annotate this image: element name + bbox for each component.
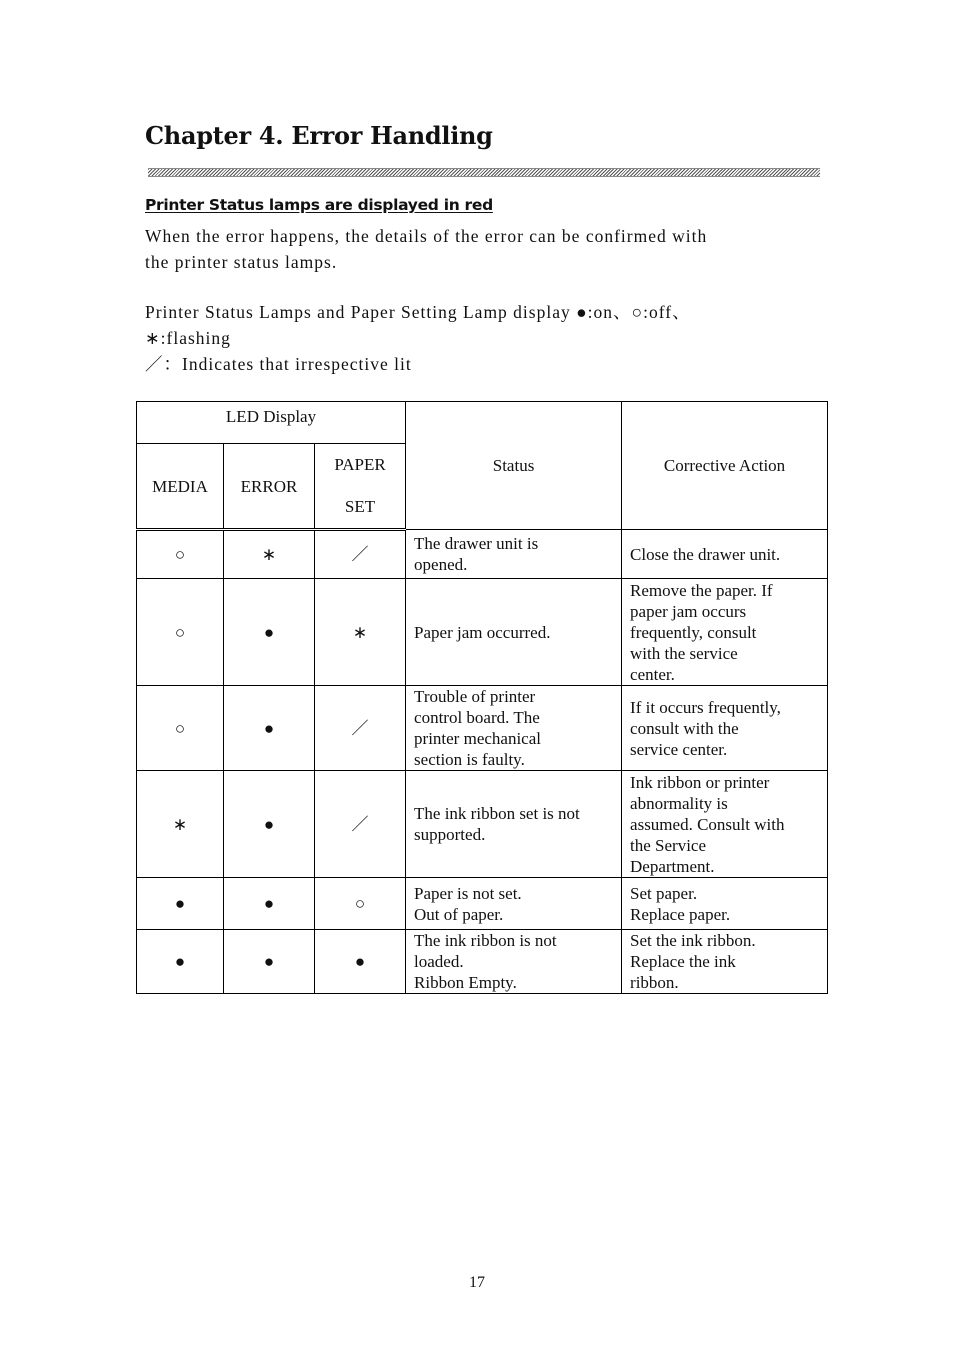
led-paper-set-indicator: ／: [315, 771, 406, 878]
error-status-table: [136, 401, 828, 994]
status-line: opened.: [414, 555, 468, 574]
table-row: [137, 686, 828, 771]
status-cell: [406, 686, 622, 771]
corrective-action-cell: [622, 579, 828, 686]
page-number: 17: [469, 1274, 485, 1291]
action-line: with the service: [630, 643, 738, 663]
chapter-title: Chapter 4. Error Handling: [145, 121, 493, 150]
legend-paragraph: [145, 299, 691, 377]
table-row: [137, 930, 828, 994]
intro-paragraph: [145, 223, 707, 275]
action-line: frequently, consult: [630, 622, 757, 642]
led-error-indicator: ●: [224, 878, 315, 930]
table-row: [137, 771, 828, 878]
action-line: Replace the ink: [630, 952, 736, 971]
action-line: ribbon.: [630, 973, 679, 992]
status-line: Paper is not set.: [414, 883, 522, 903]
led-error-indicator: ●: [224, 771, 315, 878]
header-paper-set-line: SET: [344, 497, 376, 516]
status-line: control board. The: [414, 708, 540, 727]
header-paper-set: [315, 444, 406, 530]
status-line: supported.: [414, 825, 486, 844]
table-body: [137, 530, 828, 994]
led-error-indicator: ●: [224, 686, 315, 771]
intro-line: When the error happens, the details of the error can be confirmed with: [145, 226, 708, 246]
corrective-action-cell: [622, 771, 828, 878]
led-media-indicator: ∗: [137, 771, 224, 878]
status-line: The drawer unit is: [414, 534, 539, 553]
corrective-action-cell: [622, 530, 828, 579]
status-line: The ink ribbon set is not: [414, 804, 580, 823]
action-line: consult with the: [630, 718, 739, 738]
status-line: Trouble of printer: [414, 687, 536, 706]
action-line: Close the drawer unit.: [630, 544, 781, 564]
led-media-indicator: ○: [137, 579, 224, 686]
header-corrective-action: Corrective Action: [622, 402, 828, 530]
corrective-action-cell: [622, 686, 828, 771]
corrective-action-cell: [622, 930, 828, 994]
header-error: ERROR: [224, 444, 315, 530]
status-line: section is faulty.: [414, 750, 525, 769]
led-paper-set-indicator: ／: [315, 530, 406, 579]
action-line: abnormality is: [630, 793, 728, 813]
action-line: assumed. Consult with: [630, 814, 785, 834]
status-line: Out of paper.: [414, 904, 504, 924]
status-line: The ink ribbon is not: [414, 931, 557, 950]
led-media-indicator: ○: [137, 686, 224, 771]
table-row: [137, 579, 828, 686]
status-line: Ribbon Empty.: [414, 973, 517, 992]
action-line: Ink ribbon or printer: [630, 772, 770, 792]
status-line: loaded.: [414, 952, 464, 971]
action-line: Set the ink ribbon.: [630, 931, 756, 950]
led-paper-set-indicator: ●: [315, 930, 406, 994]
header-media: MEDIA: [137, 444, 224, 530]
status-cell: [406, 930, 622, 994]
action-line: Remove the paper. If: [630, 580, 773, 600]
status-cell: [406, 530, 622, 579]
table-row: [137, 530, 828, 579]
status-cell: [406, 771, 622, 878]
action-line: Department.: [630, 856, 715, 876]
action-line: center.: [630, 664, 675, 684]
led-paper-set-indicator: ∗: [315, 579, 406, 686]
action-line: service center.: [630, 739, 728, 759]
corrective-action-cell: [622, 878, 828, 930]
status-line: Paper jam occurred.: [414, 622, 551, 642]
legend-line: Printer Status Lamps and Paper Setting Lamp display ●:on、○:off、: [145, 302, 691, 322]
action-line: the Service: [630, 835, 707, 855]
legend-line: ／：Indicates that irrespective lit: [145, 354, 412, 374]
legend-line: ∗:flashing: [145, 328, 231, 348]
led-media-indicator: ●: [137, 878, 224, 930]
action-line: Replace paper.: [630, 904, 731, 924]
led-error-indicator: ∗: [224, 530, 315, 579]
led-error-indicator: ●: [224, 930, 315, 994]
action-line: Set paper.: [630, 883, 698, 903]
section-heading: Printer Status lamps are displayed in red: [145, 196, 493, 214]
led-media-indicator: ○: [137, 530, 224, 579]
header-led-display: LED Display: [137, 402, 406, 444]
header-status: Status: [406, 402, 622, 530]
header-paper-set-line: PAPER: [334, 455, 386, 474]
led-paper-set-indicator: ／: [315, 686, 406, 771]
led-media-indicator: ●: [137, 930, 224, 994]
led-error-indicator: ●: [224, 579, 315, 686]
status-line: printer mechanical: [414, 729, 541, 748]
intro-line: the printer status lamps.: [145, 252, 338, 272]
title-hatched-rule: [148, 168, 820, 177]
action-line: If it occurs frequently,: [630, 697, 781, 717]
status-cell: [406, 579, 622, 686]
action-line: paper jam occurs: [630, 601, 747, 621]
status-cell: [406, 878, 622, 930]
led-paper-set-indicator: ○: [315, 878, 406, 930]
table-row: [137, 878, 828, 930]
